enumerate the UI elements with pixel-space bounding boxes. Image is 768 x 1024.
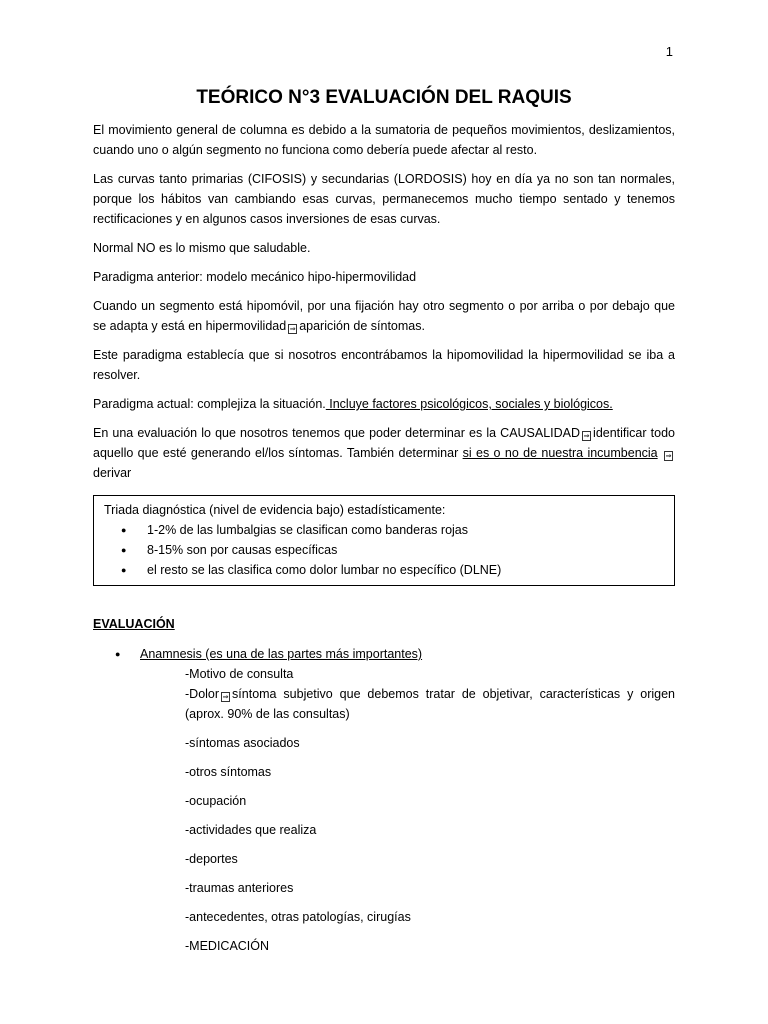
list-item: -otros síntomas bbox=[185, 765, 272, 779]
symptoms-text: aparición de síntomas. bbox=[299, 319, 425, 333]
document-title: TEÓRICO N°3 EVALUACIÓN DEL RAQUIS bbox=[196, 87, 572, 108]
arrow-icon: ⇒ bbox=[222, 694, 229, 701]
current-paradigm-factors: Incluye factores psicológicos, sociales y biológicos. bbox=[325, 397, 613, 411]
list-item: -actividades que realiza bbox=[185, 823, 317, 837]
triad-list bbox=[104, 520, 664, 580]
section-heading-evaluation: EVALUACIÓN bbox=[93, 617, 175, 631]
page-number: 1 bbox=[665, 44, 673, 59]
list-item: -Motivo de consulta bbox=[185, 667, 294, 681]
list-item: -antecedentes, otras patologías, cirugías bbox=[185, 910, 411, 924]
paragraph-previous-paradigm: Paradigma anterior: modelo mecánico hipo-hipermovilidad bbox=[93, 270, 417, 284]
current-paradigm-text: complejiza la situación. bbox=[193, 397, 326, 411]
paragraph-curves: Las curvas tanto primarias (CIFOSIS) y secundarias (LORDOSIS) hoy en día ya no son tan normales, porque los hábitos van cambiando esas curvas, permanecemos mucho tiempo sentado y tenemos rectificaciones y en algunos casos inversiones de esas curvas. bbox=[93, 172, 675, 226]
list-item: ● 8-15% son por causas específicas bbox=[104, 540, 664, 560]
list-item: -ocupación bbox=[185, 794, 247, 808]
hypomobility-text: Cuando un segmento está hipomóvil, por una fijación hay otro segmento o por arriba o por debajo que se adapta y está en hipermovilidad bbox=[93, 299, 675, 333]
arrow-icon: ⇒ bbox=[665, 453, 672, 460]
list-item: ● 1-2% de las lumbalgias se clasifican como banderas rojas bbox=[104, 520, 664, 540]
list-item: -traumas anteriores bbox=[185, 881, 294, 895]
refer-text: derivar bbox=[93, 466, 132, 480]
paragraph-evaluation-causality bbox=[93, 423, 675, 483]
list-item: -síntomas asociados bbox=[185, 736, 300, 750]
list-item: ● el resto se las clasifica como dolor lumbar no específico (DLNE) bbox=[104, 560, 664, 580]
list-item: -deportes bbox=[185, 852, 238, 866]
paragraph-current-paradigm bbox=[93, 394, 675, 414]
identify-text: identificar todo aquello que esté generando el/los síntomas. También determinar bbox=[93, 426, 675, 460]
pain-label: -Dolor bbox=[185, 687, 220, 701]
pain-text: síntoma subjetivo que debemos tratar de objetivar, características y origen (aprox. 90% de las consultas) bbox=[185, 687, 675, 721]
diagnostic-triad-box bbox=[93, 495, 675, 586]
list-item-pain bbox=[185, 684, 675, 724]
arrow-icon: ⇒ bbox=[583, 433, 590, 440]
current-paradigm-label: Paradigma actual: bbox=[93, 397, 194, 411]
paragraph-column-movement: El movimiento general de columna es debido a la sumatoria de pequeños movimientos, deslizamientos, cuando uno o algún segmento no funciona como debería puede afectar al resto. bbox=[93, 123, 675, 157]
anamnesis-list bbox=[93, 664, 675, 956]
paragraph-hypomobility bbox=[93, 296, 675, 336]
triad-heading: Triada diagnóstica (nivel de evidencia bajo) estadísticamente: bbox=[104, 503, 446, 517]
incumbency-text: si es o no de nuestra incumbencia bbox=[462, 446, 658, 460]
paragraph-normal-vs-healthy: Normal NO es lo mismo que saludable. bbox=[93, 241, 311, 255]
list-item: -MEDICACIÓN bbox=[185, 939, 270, 953]
anamnesis-heading: ● Anamnesis (es una de las partes más importantes) bbox=[93, 644, 675, 664]
paragraph-paradigm-established: Este paradigma establecía que si nosotros encontrábamos la hipomovilidad la hipermovilidad se iba a resolver. bbox=[93, 348, 675, 382]
document-body bbox=[93, 86, 675, 956]
causality-text: En una evaluación lo que nosotros tenemos que poder determinar es la CAUSALIDAD bbox=[93, 426, 581, 440]
arrow-icon: ⇒ bbox=[289, 326, 296, 333]
